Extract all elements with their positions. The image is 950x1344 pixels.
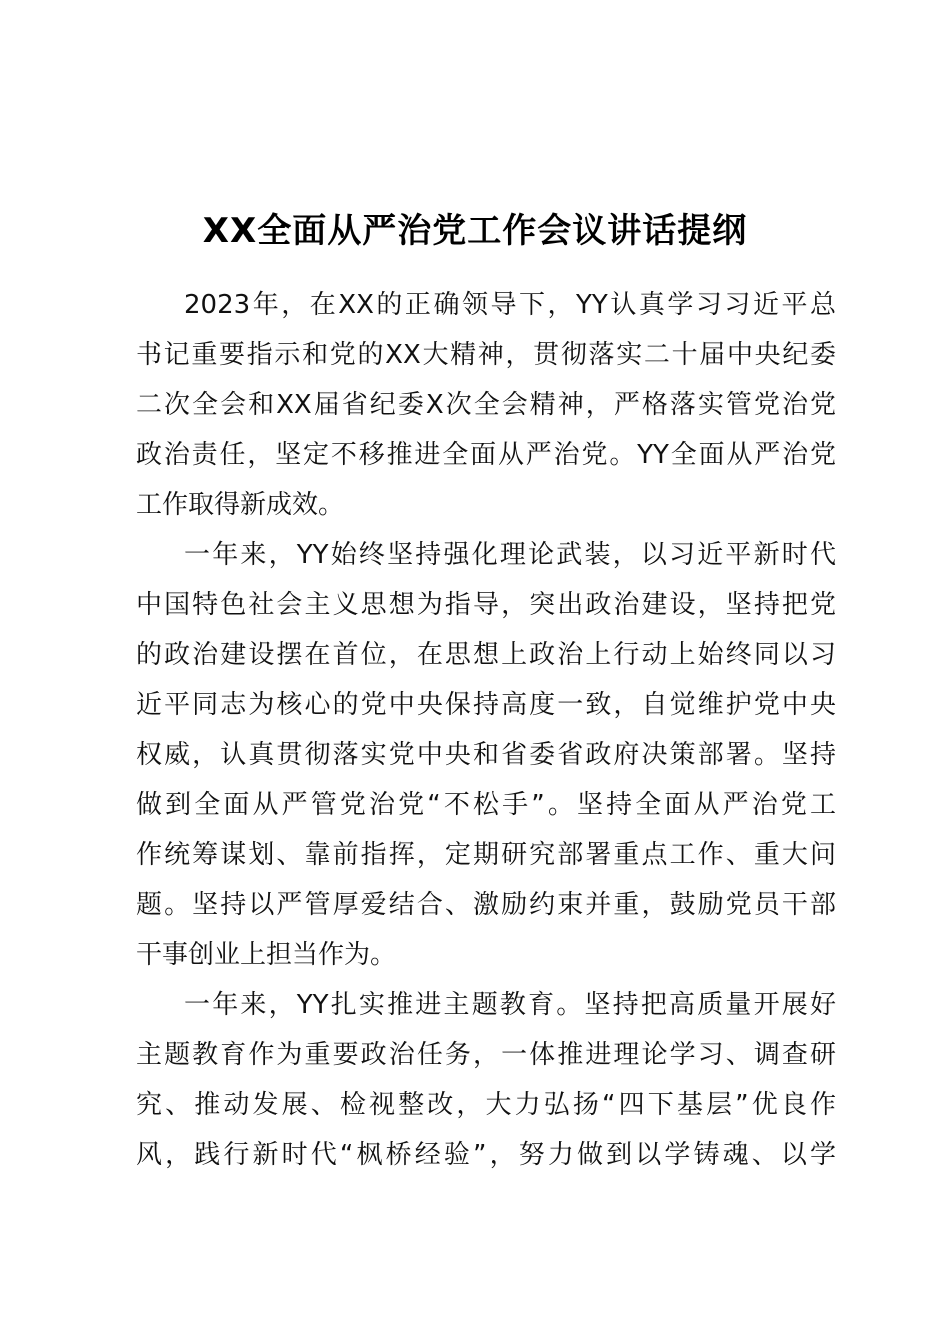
- document-body: [136, 280, 836, 1180]
- paragraph-line: 权威，认真贯彻落实党中央和省委省政府决策部署。坚持: [136, 740, 836, 770]
- paragraph-line: 工作取得新成效。: [136, 490, 345, 520]
- paragraph-line: 2023年，在XX的正确领导下，YY认真学习习近平总: [184, 290, 836, 320]
- paragraph-line: 作统筹谋划、靠前指挥，定期研究部署重点工作、重大问: [136, 840, 836, 870]
- paragraph-line: 做到全面从严管党治党“不松手”。坚持全面从严治党工: [136, 790, 836, 820]
- document-title: XX全面从严治党工作会议讲话提纲: [202, 211, 748, 251]
- paragraph-line: 主题教育作为重要政治任务，一体推进理论学习、调查研: [136, 1040, 836, 1070]
- paragraph-line: 题。坚持以严管厚爱结合、激励约束并重，鼓励党员干部: [136, 890, 836, 920]
- paragraph-line: 的政治建设摆在首位，在思想上政治上行动上始终同以习: [136, 640, 836, 670]
- paragraph-line: 二次全会和XX届省纪委X次全会精神，严格落实管党治党: [136, 390, 836, 420]
- paragraph-line: 干事创业上担当作为。: [136, 940, 397, 970]
- paragraph-line: 中国特色社会主义思想为指导，突出政治建设，坚持把党: [136, 590, 836, 620]
- paragraph-line: 风，践行新时代“枫桥经验”，努力做到以学铸魂、以学: [136, 1140, 836, 1170]
- paragraph-line: 究、推动发展、检视整改，大力弘扬“四下基层”优良作: [136, 1090, 836, 1120]
- paragraph-line: 政治责任，坚定不移推进全面从严治党。YY全面从严治党: [136, 440, 836, 470]
- paragraph-line: 书记重要指示和党的XX大精神，贯彻落实二十届中央纪委: [136, 340, 836, 370]
- paragraph-line: 一年来，YY始终坚持强化理论武装，以习近平新时代: [184, 540, 836, 570]
- paragraph-line: 近平同志为核心的党中央保持高度一致，自觉维护党中央: [136, 690, 836, 720]
- paragraph-line: 一年来，YY扎实推进主题教育。坚持把高质量开展好: [184, 990, 836, 1020]
